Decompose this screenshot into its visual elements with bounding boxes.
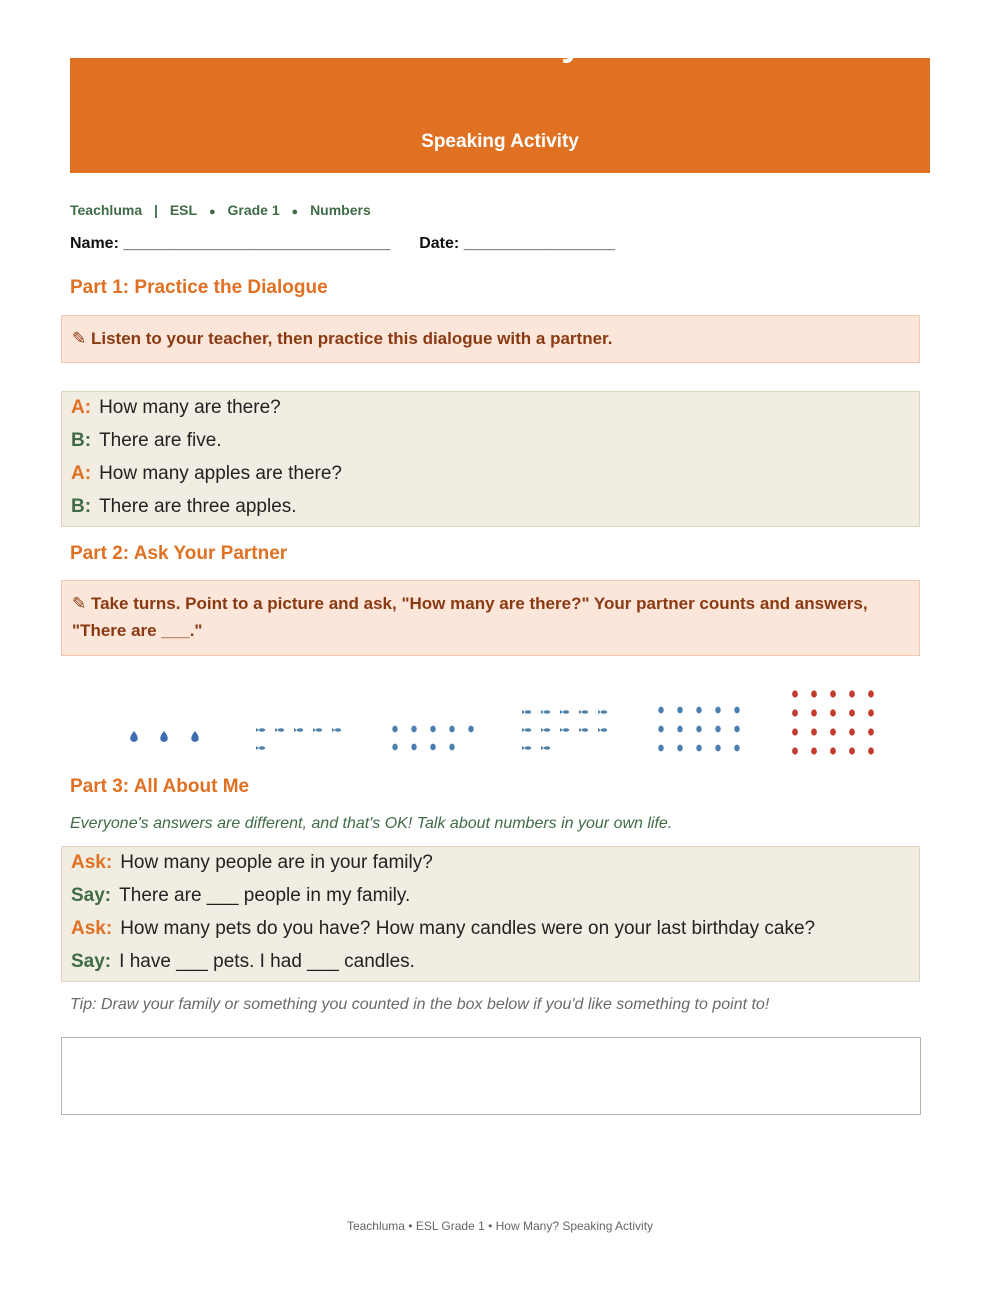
fish-tail: [541, 728, 544, 732]
fish-icon: [601, 728, 607, 732]
picture-9-dots[interactable]: [387, 718, 487, 758]
fish-tail: [313, 728, 316, 732]
dialogue-text: There are three apples.: [99, 496, 297, 517]
fish-icon: [601, 710, 607, 714]
dot-icon: [811, 690, 817, 697]
fish-icon: [259, 746, 265, 750]
dot-icon: [677, 726, 682, 733]
part3-prompts: [61, 846, 920, 982]
dot-icon: [868, 747, 874, 754]
dot-icon: [449, 726, 454, 733]
dot-icon: [696, 726, 701, 733]
dot-icon: [392, 744, 397, 751]
picture-12-fish[interactable]: [518, 704, 618, 759]
dot-icon: [430, 726, 435, 733]
dot-icon: [868, 709, 874, 716]
dot-icon: [792, 690, 874, 754]
counting-pictures: [100, 678, 920, 763]
speaker-label: A:: [71, 463, 92, 484]
fish-tail: [598, 710, 601, 714]
speaker-label: Ask:: [71, 918, 113, 939]
footer: Teachluma • ESL Grade 1 • How Many? Speaking Activity: [346, 1219, 654, 1233]
dot-icon: [411, 744, 416, 751]
part1-dialogue: [61, 391, 920, 527]
fish-tail: [256, 746, 259, 750]
dot-icon: [658, 726, 663, 733]
meta-line: [70, 202, 379, 218]
picture-15-dots[interactable]: [653, 703, 753, 758]
fish-icon: [544, 710, 550, 714]
fish-icon: [278, 728, 284, 732]
fish-tail: [522, 710, 525, 714]
dot-icon: [696, 745, 701, 752]
dot-icon: [411, 726, 416, 733]
prompt-line: [71, 882, 910, 915]
fish-icon: [563, 710, 569, 714]
fish-tail: [522, 746, 525, 750]
dot-icon: [677, 707, 682, 714]
dot-icon: [715, 707, 720, 714]
fish-tail: [579, 710, 582, 714]
meta-subject: ESL: [169, 202, 198, 218]
dot-icon: [811, 728, 817, 735]
dot-icon: [792, 728, 798, 735]
dot-icon: [849, 747, 855, 754]
part1-instruction-box: [61, 315, 920, 363]
dot-icon: [658, 707, 739, 752]
fish-icon: [297, 728, 303, 732]
dot-icon: [696, 707, 701, 714]
part2-instruction: Take turns. Point to a picture and ask, "How many are there?" Your partner counts and answers, "There are ___.": [72, 594, 868, 640]
dot-icon: [830, 747, 836, 754]
dot-icon: [849, 690, 855, 697]
dialogue-line: [71, 460, 910, 493]
dot-icon: [734, 726, 739, 733]
fish-icon: [525, 746, 531, 750]
bullet-icon: ●: [291, 206, 299, 218]
prompt-line: [71, 849, 910, 882]
fish-tail: [541, 746, 544, 750]
part1-title: Part 1: Practice the Dialogue: [70, 277, 328, 298]
picture-6-fish[interactable]: [252, 718, 352, 758]
dot-icon: [468, 726, 473, 733]
prompt-text: I have ___ pets. I had ___ candles.: [119, 951, 415, 972]
speaker-label: Ask:: [71, 852, 113, 873]
prompt-text: How many pets do you have? How many candles were on your last birthday cake?: [120, 918, 816, 939]
fish-icon: [256, 728, 341, 750]
meta-topic: Numbers: [310, 202, 371, 218]
title-banner: [70, 22, 930, 173]
dot-icon: [715, 726, 720, 733]
fish-icon: [522, 710, 607, 750]
dot-icon: [715, 745, 720, 752]
bullet-icon: ●: [208, 206, 216, 218]
dialogue-text: There are five.: [99, 430, 222, 451]
fish-icon: [544, 728, 550, 732]
dot-icon: [677, 745, 682, 752]
dot-icon: [792, 690, 798, 697]
picture-20-dots[interactable]: [787, 685, 887, 760]
dot-icon: [658, 745, 663, 752]
dot-icon: [792, 709, 798, 716]
fish-icon: [544, 746, 550, 750]
part3-tip: Tip: Draw your family or something you counted in the box below if you'd like something to point to!: [70, 996, 770, 1013]
fish-tail: [294, 728, 297, 732]
name-field[interactable]: ______________________________: [123, 235, 391, 252]
fish-icon: [582, 710, 588, 714]
fish-tail: [560, 728, 563, 732]
fish-icon: [316, 728, 322, 732]
dot-icon: [658, 707, 663, 714]
fish-tail: [579, 728, 582, 732]
drop-icon: [130, 731, 199, 742]
speaker-label: Say:: [71, 951, 112, 972]
fish-icon: [335, 728, 341, 732]
dialogue-line: [71, 394, 910, 427]
dot-icon: [811, 747, 817, 754]
prompt-line: [71, 915, 910, 948]
dot-icon: [849, 728, 855, 735]
fish-tail: [541, 710, 544, 714]
dialogue-line: [71, 493, 910, 526]
dot-icon: [830, 709, 836, 716]
prompt-text: How many people are in your family?: [120, 852, 433, 873]
date-field[interactable]: _________________: [463, 235, 615, 252]
speaker-label: B:: [71, 496, 92, 517]
fish-tail: [332, 728, 335, 732]
fish-tail: [275, 728, 278, 732]
dot-icon: [792, 747, 798, 754]
fish-tail: [598, 728, 601, 732]
dot-icon: [849, 709, 855, 716]
fish-tail: [522, 728, 525, 732]
dialogue-line: [71, 427, 910, 460]
dot-icon: [734, 707, 739, 714]
page-title: How Many?: [394, 22, 606, 64]
prompt-line: [71, 948, 910, 981]
part2-instruction-box: [61, 580, 920, 656]
part1-instruction: Listen to your teacher, then practice this dialogue with a partner.: [90, 329, 613, 348]
fish-tail: [560, 710, 563, 714]
part3-title: Part 3: All About Me: [70, 776, 250, 797]
dot-icon: [392, 726, 397, 733]
meta-separator: |: [154, 202, 158, 218]
prompt-text: There are ___ people in my family.: [119, 885, 411, 906]
dot-icon: [734, 745, 739, 752]
name-date-line: [70, 235, 615, 253]
pencil-icon: ✎: [72, 594, 87, 613]
speaker-label: B:: [71, 430, 92, 451]
meta-grade: Grade 1: [227, 202, 280, 218]
fish-icon: [525, 728, 531, 732]
dot-icon: [868, 728, 874, 735]
dialogue-text: How many are there?: [99, 397, 281, 418]
dot-icon: [449, 744, 454, 751]
dialogue-text: How many apples are there?: [99, 463, 342, 484]
picture-3-drops[interactable]: [120, 723, 210, 753]
part3-intro: Everyone's answers are different, and that's OK! Talk about numbers in your own life.: [70, 815, 673, 832]
pencil-icon: ✎: [72, 329, 87, 348]
name-label: Name:: [70, 235, 119, 252]
drawing-box[interactable]: [61, 1037, 921, 1115]
fish-icon: [563, 728, 569, 732]
dot-icon: [430, 744, 435, 751]
meta-brand: Teachluma: [70, 202, 143, 218]
date-label: Date:: [419, 235, 460, 252]
part2-title: Part 2: Ask Your Partner: [70, 543, 288, 564]
fish-icon: [582, 728, 588, 732]
dot-icon: [830, 690, 836, 697]
dot-icon: [830, 728, 836, 735]
speaker-label: Say:: [71, 885, 112, 906]
fish-icon: [525, 710, 531, 714]
fish-tail: [256, 728, 259, 732]
dot-icon: [868, 690, 874, 697]
dot-icon: [811, 709, 817, 716]
page-subtitle: Speaking Activity: [421, 131, 579, 152]
fish-icon: [259, 728, 265, 732]
speaker-label: A:: [71, 397, 92, 418]
dot-icon: [392, 726, 473, 751]
